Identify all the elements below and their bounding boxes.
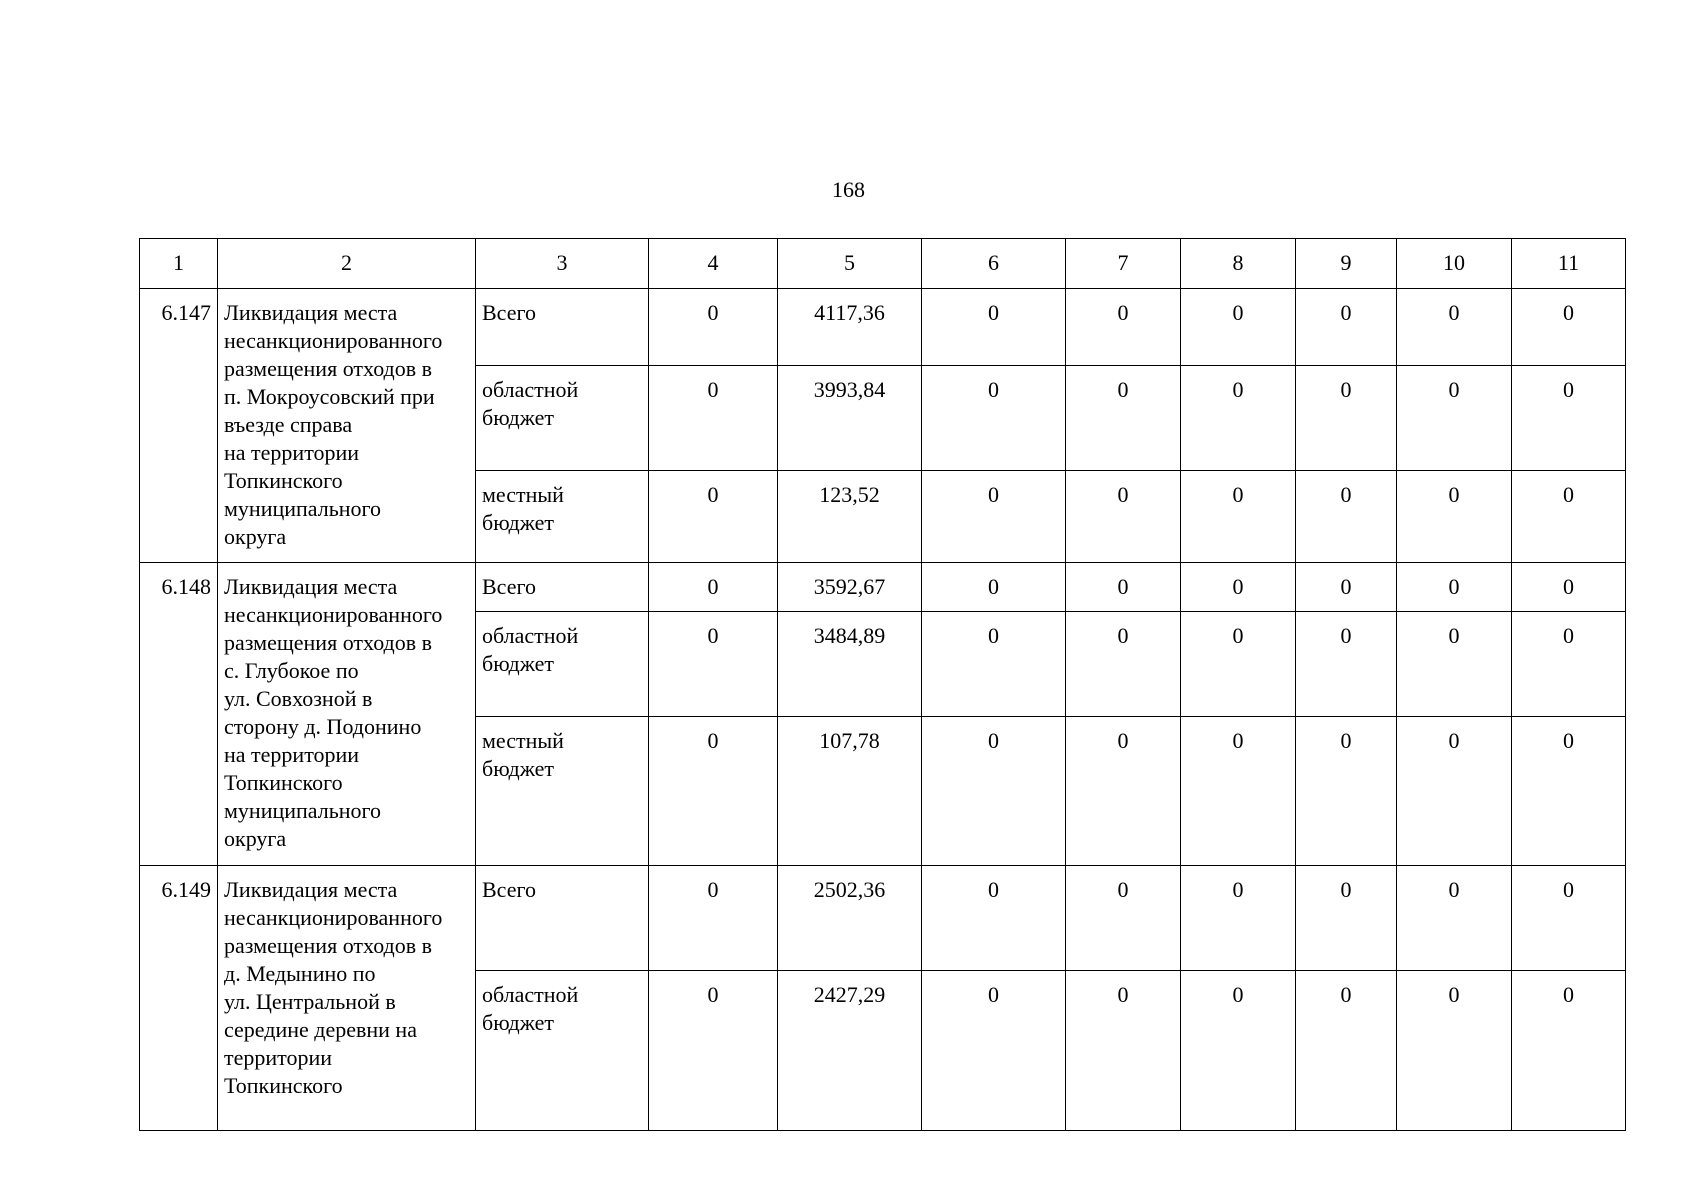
column-header: 1 (140, 239, 218, 289)
value-cell: 0 (1066, 471, 1181, 563)
value-cell: 0 (1296, 289, 1397, 366)
value-cell: 0 (922, 612, 1066, 717)
column-header: 10 (1397, 239, 1512, 289)
value-cell: 0 (922, 289, 1066, 366)
value-cell: 0 (649, 366, 778, 471)
value-cell: 0 (1181, 971, 1296, 1131)
value-cell: 0 (649, 971, 778, 1131)
value-cell: 123,52 (778, 471, 922, 563)
column-header: 11 (1512, 239, 1626, 289)
funding-source-line: местный (482, 482, 564, 507)
value-cell: 0 (1512, 471, 1626, 563)
value-cell: 0 (1512, 612, 1626, 717)
funding-source-line: местный (482, 728, 564, 753)
value-cell: 0 (1397, 612, 1512, 717)
value-cell: 0 (1296, 563, 1397, 612)
value-cell: 0 (1181, 563, 1296, 612)
row-name-line: Топкинского (224, 770, 343, 795)
row-name-line: размещения отходов в (224, 356, 433, 381)
table-row (140, 289, 1626, 366)
row-name-line: ул. Центральной в (224, 989, 396, 1014)
value-cell: 2427,29 (778, 971, 922, 1131)
value-cell: 0 (1296, 612, 1397, 717)
funding-source (476, 612, 649, 717)
value-cell: 0 (1512, 366, 1626, 471)
value-cell: 0 (649, 563, 778, 612)
value-cell: 0 (1512, 563, 1626, 612)
value-cell: 0 (1066, 866, 1181, 971)
row-name-line: ул. Совхозной в (224, 686, 373, 711)
row-name-line: д. Медынино по (224, 961, 376, 986)
row-name-line: на территории (224, 742, 360, 767)
value-cell: 3484,89 (778, 612, 922, 717)
row-name-line: размещения отходов в (224, 630, 433, 655)
row-name (218, 866, 476, 1131)
row-name-line: въезде справа (224, 412, 353, 437)
budget-table (139, 238, 1626, 1131)
value-cell: 0 (649, 289, 778, 366)
header-row (140, 239, 1626, 289)
table-row (140, 563, 1626, 612)
value-cell: 4117,36 (778, 289, 922, 366)
row-name-line: округа (224, 524, 287, 549)
row-name-line: несанкционированного (224, 602, 443, 627)
row-name-line: несанкционированного (224, 905, 443, 930)
table-row (140, 866, 1626, 971)
column-header: 6 (922, 239, 1066, 289)
value-cell: 0 (1066, 289, 1181, 366)
value-cell: 2502,36 (778, 866, 922, 971)
row-name-line: муниципального (224, 496, 382, 521)
value-cell: 0 (1397, 971, 1512, 1131)
column-header: 9 (1296, 239, 1397, 289)
column-header: 7 (1066, 239, 1181, 289)
value-cell: 0 (1066, 563, 1181, 612)
funding-source (476, 366, 649, 471)
funding-source (476, 563, 649, 612)
funding-source-line: областной (482, 623, 579, 648)
value-cell: 0 (649, 471, 778, 563)
value-cell: 0 (1181, 289, 1296, 366)
funding-source (476, 971, 649, 1131)
column-header: 5 (778, 239, 922, 289)
value-cell: 0 (1296, 717, 1397, 866)
row-name-line: на территории (224, 440, 360, 465)
value-cell: 0 (922, 471, 1066, 563)
row-name-line: сторону д. Подонино (224, 714, 422, 739)
row-name-line: Топкинского (224, 468, 343, 493)
value-cell: 0 (1397, 563, 1512, 612)
table-body (140, 239, 1626, 1131)
value-cell: 0 (1066, 971, 1181, 1131)
value-cell: 0 (922, 366, 1066, 471)
row-name-line: Ликвидация места (224, 300, 398, 325)
value-cell: 0 (1512, 971, 1626, 1131)
row-name-line: с. Глубокое по (224, 658, 359, 683)
funding-source (476, 471, 649, 563)
funding-source (476, 717, 649, 866)
row-name-line: округа (224, 826, 287, 851)
column-header: 8 (1181, 239, 1296, 289)
row-code: 6.147 (140, 289, 218, 563)
funding-source-line: областной (482, 982, 579, 1007)
value-cell: 0 (1181, 612, 1296, 717)
value-cell: 0 (1066, 366, 1181, 471)
value-cell: 0 (1397, 366, 1512, 471)
value-cell: 0 (1397, 717, 1512, 866)
value-cell: 0 (922, 971, 1066, 1131)
row-code: 6.149 (140, 866, 218, 1131)
value-cell: 0 (1296, 366, 1397, 471)
funding-source-line: бюджет (482, 651, 554, 676)
value-cell: 0 (1296, 471, 1397, 563)
row-name-line: Топкинского (224, 1073, 343, 1098)
funding-source-line: Всего (482, 877, 536, 902)
funding-source-line: бюджет (482, 510, 554, 535)
value-cell: 0 (1066, 717, 1181, 866)
column-header: 3 (476, 239, 649, 289)
value-cell: 0 (1512, 289, 1626, 366)
row-name-line: середине деревни на (224, 1017, 417, 1042)
value-cell: 0 (922, 866, 1066, 971)
funding-source-line: Всего (482, 574, 536, 599)
value-cell: 0 (1512, 866, 1626, 971)
value-cell: 0 (1181, 866, 1296, 971)
funding-source-line: бюджет (482, 1010, 554, 1035)
row-name-line: размещения отходов в (224, 933, 433, 958)
value-cell: 3993,84 (778, 366, 922, 471)
row-name-line: Ликвидация места (224, 877, 398, 902)
row-code: 6.148 (140, 563, 218, 866)
value-cell: 0 (922, 717, 1066, 866)
value-cell: 107,78 (778, 717, 922, 866)
value-cell: 0 (1181, 366, 1296, 471)
value-cell: 0 (1181, 471, 1296, 563)
funding-source-line: бюджет (482, 756, 554, 781)
value-cell: 0 (649, 612, 778, 717)
column-header: 4 (649, 239, 778, 289)
page-number: 168 (832, 177, 865, 202)
value-cell: 3592,67 (778, 563, 922, 612)
value-cell: 0 (1397, 471, 1512, 563)
funding-source (476, 866, 649, 971)
funding-source-line: бюджет (482, 405, 554, 430)
value-cell: 0 (1296, 866, 1397, 971)
row-name-line: п. Мокроусовский при (224, 384, 435, 409)
row-name-line: несанкционированного (224, 328, 443, 353)
column-header: 2 (218, 239, 476, 289)
value-cell: 0 (1512, 717, 1626, 866)
row-name-line: муниципального (224, 798, 382, 823)
value-cell: 0 (649, 866, 778, 971)
value-cell: 0 (649, 717, 778, 866)
row-name (218, 563, 476, 866)
row-name-line: Ликвидация места (224, 574, 398, 599)
row-name (218, 289, 476, 563)
funding-source-line: Всего (482, 300, 536, 325)
value-cell: 0 (1066, 612, 1181, 717)
value-cell: 0 (1397, 866, 1512, 971)
value-cell: 0 (1296, 971, 1397, 1131)
value-cell: 0 (1397, 289, 1512, 366)
value-cell: 0 (1181, 717, 1296, 866)
funding-source (476, 289, 649, 366)
funding-source-line: областной (482, 377, 579, 402)
value-cell: 0 (922, 563, 1066, 612)
row-name-line: территории (224, 1045, 333, 1070)
